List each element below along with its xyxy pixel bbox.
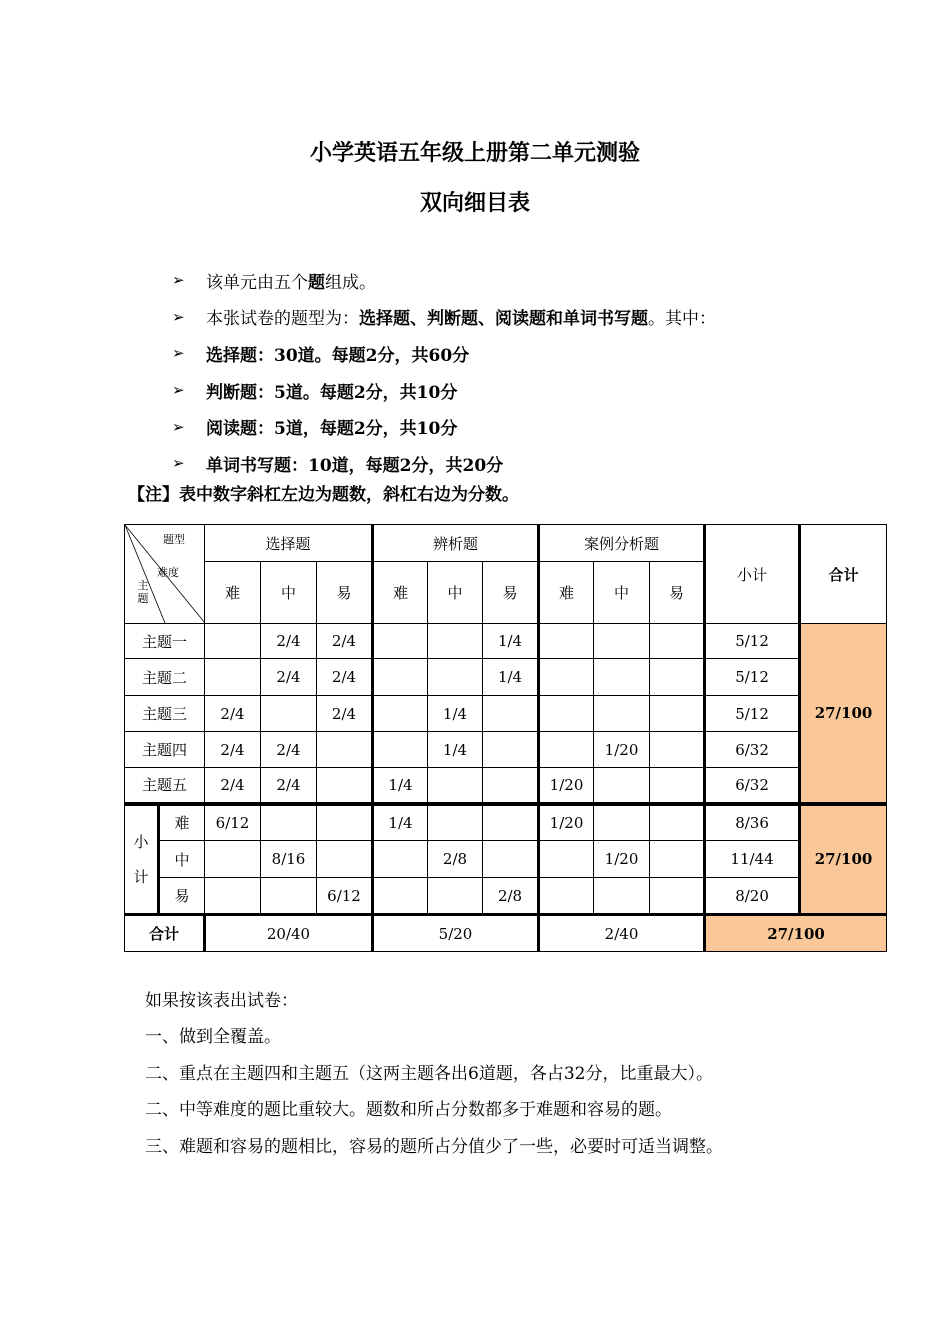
sum-row: 合计 20/40 5/20 2/40 27/100 [125,915,887,952]
table-row: 小 计 难 6/12 1/4 1/20 8/36 27/100 [125,804,887,841]
topic-total: 27/100 [800,624,887,804]
corner-topic-label: 主题 [137,579,149,605]
bullet-item: ➢ 本张试卷的题型为： 选择题、判断题、阅读题和单词书写题 。其中： [172,307,716,330]
conclusion-line: 如果按该表出试卷： [145,990,298,1011]
bullet-item: ➢ 该单元由五个 题 组成。 [172,271,376,293]
corner-type-label: 题型 [163,533,185,546]
arrow-bullet-icon: ➢ [172,307,185,326]
table-row: 主题四 2/4 2/4 1/4 1/20 6/32 [125,732,887,768]
group-header: 案例分析题 [539,525,705,562]
conclusion-text [145,980,723,1163]
table-row: 主题二 2/4 2/4 1/4 5/12 [125,659,887,696]
conclusion-line: 二、重点在主题四和主题五（这两主题各出6道题，各占32分，比重最大）。 [145,1063,713,1084]
difficulty-total: 27/100 [800,804,887,915]
corner-header [125,525,205,624]
bullet-item: ➢ 选择题：30道。每题2分，共60分 [172,344,470,366]
arrow-bullet-icon: ➢ [172,417,185,436]
group-header: 选择题 [205,525,373,562]
vertical-char: 小 [133,833,149,852]
arrow-bullet-icon: ➢ [172,454,185,473]
subtotal-side-label [125,804,159,915]
total-header: 合计 [800,525,887,624]
conclusion-line: 一、做到全覆盖。 [145,1027,281,1048]
bullet-item: ➢ 阅读题：5道，每题2分，共10分 [172,417,458,440]
page-subtitle: 双向细目表 [419,191,530,216]
subtotal-header: 小计 [705,525,800,624]
corner-difficulty-label: 难度 [157,566,179,579]
level-header: 难 [373,562,428,624]
level-header: 中 [428,562,483,624]
table-row: 主题三 2/4 2/4 1/4 5/12 [125,696,887,732]
table-note: 【注】表中数字斜杠左边为题数，斜杠右边为分数。 [128,485,519,505]
table-row: 易 6/12 2/8 8/20 [125,878,887,915]
level-header: 易 [483,562,539,624]
spec-table [124,524,887,952]
conclusion-line: 三、难题和容易的题相比，容易的题所占分值少了一些，必要时可适当调整。 [145,1136,723,1157]
level-header: 中 [594,562,650,624]
page-title: 小学英语五年级上册第二单元测验 [309,141,640,166]
arrow-bullet-icon: ➢ [172,381,185,400]
level-header: 易 [650,562,705,624]
grand-total: 27/100 [705,915,887,952]
arrow-bullet-icon: ➢ [172,344,185,363]
table-row: 主题五 2/4 2/4 1/4 1/20 6/32 [125,768,887,804]
table-row: 主题一 2/4 2/4 1/4 5/12 27/100 [125,624,887,659]
bullet-item: ➢ 单词书写题：10道，每题2分，共20分 [172,454,504,476]
level-header: 难 [205,562,261,624]
bullet-list [172,262,716,482]
bullet-item: ➢ 判断题：5道。每题2分，共10分 [172,381,458,403]
table-row: 中 8/16 2/8 1/20 11/44 [125,841,887,878]
group-header: 辨析题 [373,525,539,562]
conclusion-line: 二、中等难度的题比重较大。题数和所占分数都多于难题和容易的题。 [145,1100,672,1121]
level-header: 难 [539,562,594,624]
vertical-char: 计 [133,868,149,887]
arrow-bullet-icon: ➢ [172,271,185,290]
level-header: 易 [317,562,373,624]
level-header: 中 [261,562,317,624]
